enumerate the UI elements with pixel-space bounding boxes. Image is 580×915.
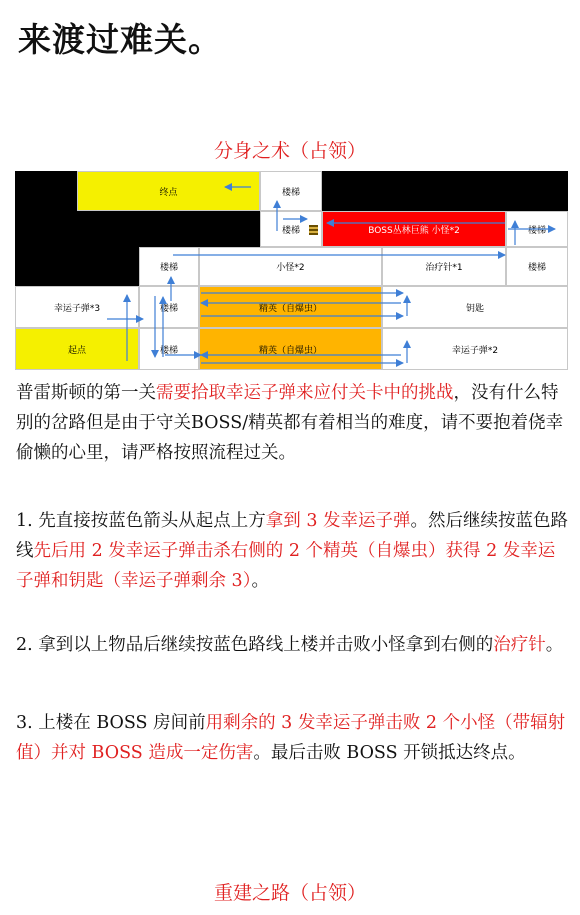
map-heal-needle: 治疗针*1 xyxy=(382,247,506,286)
section-title-rebuild-road: 重建之路（占领） xyxy=(213,882,366,904)
map-minion: 小怪*2 xyxy=(199,247,382,286)
step-3-paragraph: 3. 上楼在 BOSS 房间前用剩余的 3 发幸运子弹击败 2 个小怪（带辐射值）并对 BOSS 造成一定伤害。最后击败 BOSS 开锁抵达终点。 xyxy=(16,713,566,763)
level-map xyxy=(15,171,568,370)
map-stairs: 楼梯 xyxy=(139,247,199,286)
page-heading: 来渡过难关。 xyxy=(18,20,222,59)
step-2-paragraph: 2. 拿到以上物品后继续按蓝色路线上楼并击败小怪拿到右侧的治疗针。 xyxy=(16,635,564,655)
map-stairs: 楼梯 xyxy=(506,247,568,286)
map-start: 起点 xyxy=(15,328,139,370)
intro-paragraph: 普雷斯顿的第一关需要拾取幸运子弹来应付关卡中的挑战，没有什么特别的岔路但是由于守关BOSS/精英都有着相当的难度，请不要抱着侥幸偷懒的心里，请严格按照流程过关。 xyxy=(16,383,564,463)
route-arrows xyxy=(15,171,568,370)
map-elite-2: 精英（自爆虫） xyxy=(199,328,382,370)
map-end: 终点 xyxy=(77,171,260,211)
map-stairs: 楼梯 xyxy=(260,171,322,211)
map-lucky-bullet-3: 幸运子弹*3 xyxy=(15,286,139,328)
map-boss-room: BOSS丛林巨熊 小怪*2 xyxy=(322,211,506,247)
map-stairs: 楼梯 xyxy=(260,211,322,247)
map-stairs: 楼梯 xyxy=(506,211,568,247)
section-title-clone-technique: 分身之术（占领） xyxy=(213,140,366,162)
map-key: 钥匙 xyxy=(382,286,568,328)
map-stairs: 楼梯 xyxy=(139,328,199,370)
map-elite-1: 精英（自爆虫） xyxy=(199,286,382,328)
map-lucky-bullet-2: 幸运子弹*2 xyxy=(382,328,568,370)
map-stairs: 楼梯 xyxy=(139,286,199,328)
step-1-paragraph: 1. 先直接按蓝色箭头从起点上方拿到 3 发幸运子弹。然后继续按蓝色路线先后用 2 发幸运子弹击杀右侧的 2 个精英（自爆虫）获得 2 发幸运子弹和钥匙（幸运子弹剩余 3）。 xyxy=(16,511,569,591)
